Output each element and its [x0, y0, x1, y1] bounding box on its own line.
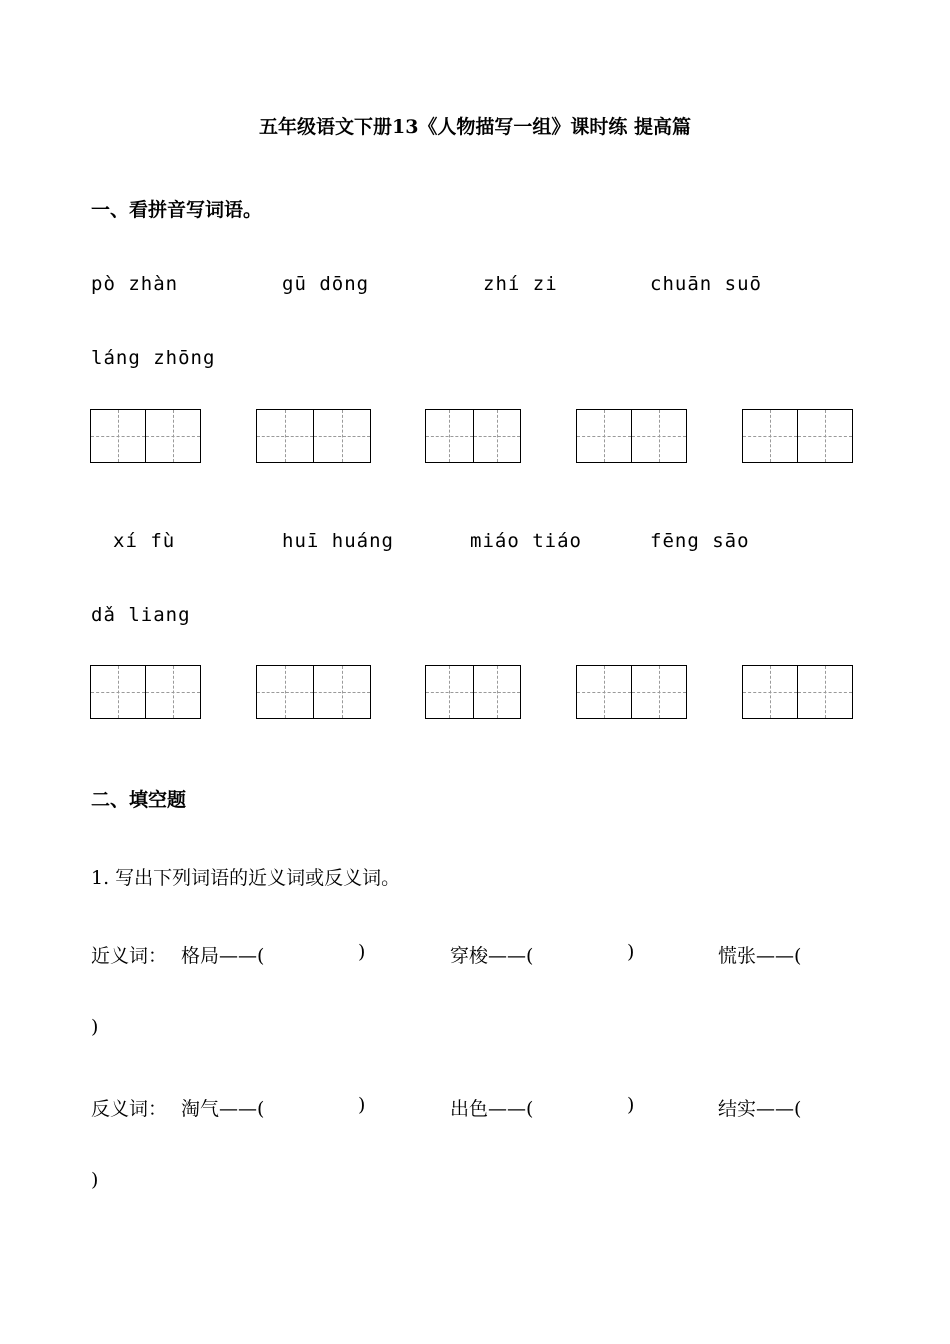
- antonym-item-1: 淘气——(: [181, 1098, 265, 1120]
- section1-heading: 一、看拼音写词语。: [91, 199, 263, 221]
- pinyin-8: miáo tiáo: [470, 530, 582, 552]
- pinyin-7: huī huáng: [282, 530, 394, 552]
- writing-box[interactable]: [576, 409, 687, 463]
- question-1-prompt: 1. 写出下列词语的近义词或反义词。: [91, 867, 401, 889]
- synonym-item-2: 穿梭——(: [450, 945, 534, 967]
- writing-box[interactable]: [742, 665, 853, 719]
- synonym-close-2: ): [627, 941, 635, 963]
- section2-heading: 二、填空题: [91, 789, 187, 811]
- writing-box[interactable]: [425, 409, 521, 463]
- antonym-close-2: ): [627, 1094, 635, 1116]
- writing-box[interactable]: [425, 665, 521, 719]
- pinyin-9: fēng sāo: [650, 530, 750, 552]
- pinyin-5: láng zhōng: [91, 347, 216, 369]
- writing-box[interactable]: [90, 665, 201, 719]
- writing-box[interactable]: [742, 409, 853, 463]
- synonym-close-3: ): [91, 1016, 99, 1038]
- synonym-label: 近义词：: [91, 945, 168, 967]
- synonym-item-3: 慌张——(: [718, 945, 802, 967]
- pinyin-3: zhí zi: [483, 273, 558, 295]
- pinyin-2: gū dōng: [282, 273, 370, 295]
- antonym-close-3: ): [91, 1169, 99, 1191]
- antonym-label: 反义词：: [91, 1098, 168, 1120]
- writing-box[interactable]: [90, 409, 201, 463]
- pinyin-1: pò zhàn: [91, 273, 179, 295]
- pinyin-4: chuān suō: [650, 273, 762, 295]
- antonym-close-1: ): [358, 1094, 366, 1116]
- writing-box[interactable]: [576, 665, 687, 719]
- pinyin-10: dǎ liang: [91, 604, 191, 626]
- page-title: 五年级语文下册13《人物描写一组》课时练 提高篇: [258, 116, 692, 138]
- synonym-item-1: 格局——(: [181, 945, 265, 967]
- writing-box[interactable]: [256, 665, 371, 719]
- antonym-item-3: 结实——(: [718, 1098, 802, 1120]
- antonym-item-2: 出色——(: [450, 1098, 534, 1120]
- synonym-close-1: ): [358, 941, 366, 963]
- pinyin-6: xí fù: [113, 530, 176, 552]
- writing-box[interactable]: [256, 409, 371, 463]
